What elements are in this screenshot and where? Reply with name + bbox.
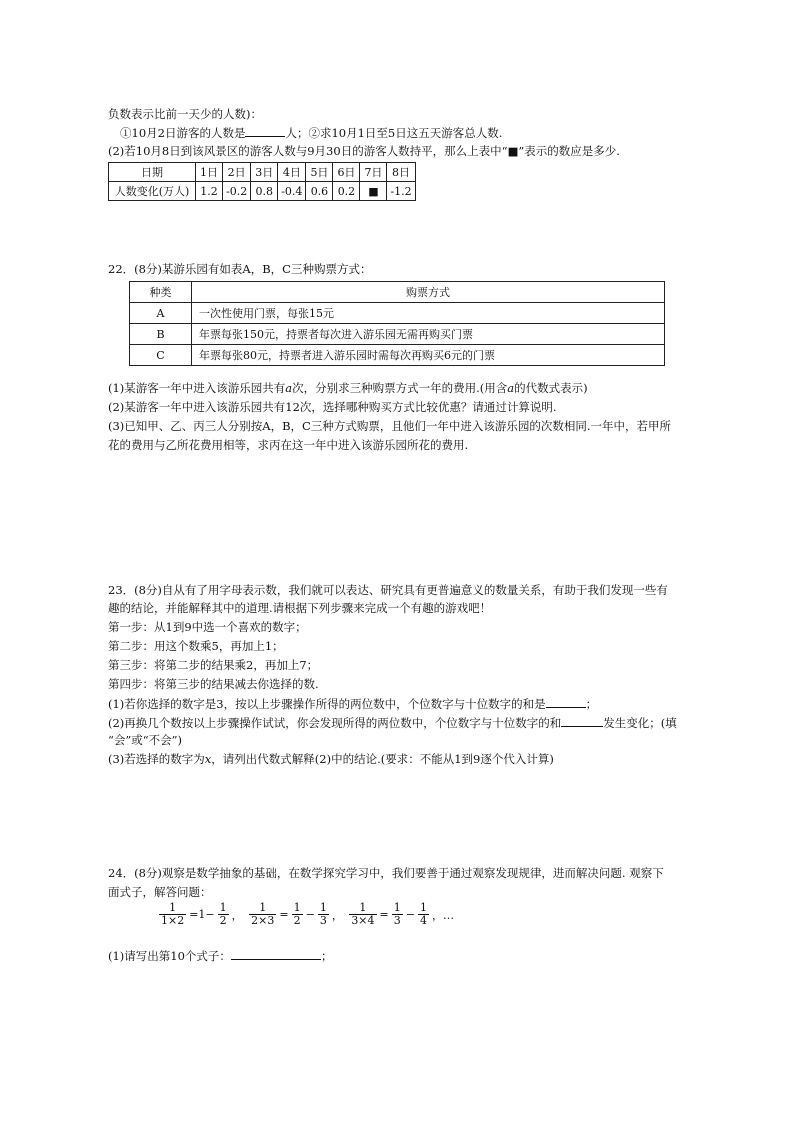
q23-part2-text-a: (2)再换几个数按以上步骤操作试试，你会发现所得的两位数中，个位数字与十位数字的和 (108, 716, 562, 730)
q22-table-header-row (130, 282, 665, 303)
q21-table (108, 162, 416, 201)
q23-part1-answer-blank[interactable] (546, 696, 586, 708)
q22-table (129, 281, 665, 366)
q23-step4: 第四步：将第三步的结果减去你选择的数. (108, 677, 319, 691)
q24-eq-operator: − (405, 908, 415, 921)
q24-fraction: $\frac{1}{4}$ (419, 901, 427, 927)
q21-table-cell: -1.2 (387, 182, 415, 201)
q22-table-cell: C (130, 345, 192, 366)
q21-table-data-row (109, 182, 416, 201)
q22-var-a-2: a (507, 381, 515, 395)
q23-step2: 第二步：用这个数乘5，再加上1； (108, 639, 284, 653)
q21-intro-tail: 负数表示比前一天少的人数)： (108, 107, 262, 121)
q24-intro-line2: 面式子，解答问题： (108, 885, 212, 899)
q22-table-cell: 一次性使用门票，每张15元 (192, 303, 665, 324)
q22-part1-text-c: 的代数式表示) (514, 381, 588, 395)
q24-fraction: $\frac{1}{3}$ (393, 901, 401, 927)
q24-fraction: $\frac{1}{1\times 2}$ (161, 901, 185, 927)
q21-table-cell: 0.2 (333, 182, 360, 201)
q24-eq-operator: = (279, 908, 289, 921)
q22-table-header-cell: 购票方式 (192, 282, 665, 303)
q21-part1-text-a: ①10月2日游客的人数是 (120, 126, 246, 140)
q21-table-cell: 0.6 (306, 182, 333, 201)
q22-table-cell: 年票每张150元，持票者每次进入游乐园无需再购买门票 (192, 324, 665, 345)
q24-equations (158, 902, 456, 927)
q22-table-row (130, 303, 665, 324)
q23-part2 (108, 715, 677, 731)
q22-part3-line2: 花的费用与乙所花费用相等，求丙在这一年中进入该游乐园所花的费用. (108, 438, 469, 452)
q24-separator: ， (231, 908, 243, 922)
q21-table-header-cell: 1日 (196, 163, 223, 182)
q24-eq-operator: =1− (189, 908, 215, 921)
q22-var-a: a (285, 381, 293, 395)
q21-table-cell: -0.4 (278, 182, 306, 201)
q23-part3-text-b: ，请列出代数式解释(2)中的结论.(要求：不能从1到9逐个代入计算) (211, 752, 554, 766)
q21-table-header-cell: 日期 (109, 163, 196, 182)
q21-part2: (2)若10月8日到该风景区的游客人数与9月30日的游客人数持平，那么上表中“■”表示的数应是多少. (108, 144, 620, 158)
q22-table-cell: B (130, 324, 192, 345)
q23-part2-text-b: 发生变化；(填 (603, 716, 677, 730)
q23-step3: 第三步：将第二步的结果乘2，再加上7； (108, 658, 319, 672)
q23-intro-line2: 趣的结论，并能解释其中的道理.请根据下列步骤来完成一个有趣的游戏吧！ (108, 601, 492, 615)
q21-table-header-cell: 6日 (333, 163, 360, 182)
q24-intro-line1: 24．(8分)观察是数学抽象的基础，在数学探究学习中，我们要善于通过观察发现规律，进而解决问题. 观察下 (108, 866, 664, 880)
q21-part1-text-b: 人；②求10月1日至5日这五天游客总人数. (285, 126, 503, 140)
q24-part1 (108, 948, 332, 964)
q22-part1-text-b: 次，分别求三种购票方式一年的费用.(用含 (292, 381, 508, 395)
q21-table-cell: 0.8 (251, 182, 278, 201)
q23-part3-text-a: (3)若选择的数字为 (108, 752, 205, 766)
q23-part1-text-a: (1)若你选择的数字是3，按以上步骤操作所得的两位数中，个位数字与十位数字的和是 (108, 697, 546, 711)
q24-separator: ， (331, 908, 343, 922)
q24-fraction: $\frac{1}{2}$ (219, 901, 227, 927)
q21-part1 (120, 125, 502, 141)
q24-eq-operator: = (379, 908, 389, 921)
q21-table-cell: 1.2 (196, 182, 223, 201)
q21-answer-blank[interactable] (245, 125, 285, 137)
q21-table-header-cell: 5日 (306, 163, 333, 182)
q21-table-header-cell: 4日 (278, 163, 306, 182)
q24-ellipsis: ，… (431, 908, 454, 922)
q22-part1 (108, 381, 588, 396)
q23-var-x: x (204, 752, 212, 766)
q23-part2-hint: “会”或“不会”) (108, 733, 183, 747)
q24-fraction: $\frac{1}{3}$ (319, 901, 327, 927)
q24-fraction: $\frac{1}{2\times 3}$ (251, 901, 275, 927)
q21-table-header-row (109, 163, 416, 182)
q21-table-header-cell: 7日 (360, 163, 387, 182)
q24-part1-answer-blank[interactable] (231, 948, 321, 960)
q23-step1: 第一步：从1到9中选一个喜欢的数字； (108, 620, 307, 634)
q21-table-header-cell: 8日 (387, 163, 415, 182)
q24-part1-text-a: (1)请写出第10个式子： (108, 949, 231, 963)
q23-intro-line1: 23．(8分)自从有了用字母表示数，我们就可以表达、研究具有更普遍意义的数量关系，有助于我们发现一些有 (108, 583, 668, 597)
q24-fraction: $\frac{1}{2}$ (293, 901, 301, 927)
q22-part1-text-a: (1)某游客一年中进入该游乐园共有 (108, 381, 286, 395)
q21-table-cell: -0.2 (223, 182, 251, 201)
q22-part2: (2)某游客一年中进入该游乐园共有12次，选择哪种购买方式比较优惠？请通过计算说明. (108, 400, 557, 414)
q21-table-header-cell: 3日 (251, 163, 278, 182)
q23-part3 (108, 752, 554, 767)
q22-title: 22．(8分)某游乐园有如表A，B，C三种购票方式： (108, 262, 372, 276)
q21-table-cell: ■ (360, 182, 387, 201)
q22-table-row (130, 324, 665, 345)
q24-fraction: $\frac{1}{3\times 4}$ (351, 901, 375, 927)
q22-table-cell: 年票每张80元，持票者进入游乐园时需每次再购买6元的门票 (192, 345, 665, 366)
q24-part1-text-b: ； (320, 949, 333, 963)
q23-part1-text-b: ； (585, 697, 598, 711)
q23-part2-answer-blank[interactable] (561, 715, 603, 727)
q23-part1 (108, 696, 597, 712)
q21-table-header-cell: 2日 (223, 163, 251, 182)
q24-eq-operator: − (305, 908, 315, 921)
q22-table-cell: A (130, 303, 192, 324)
q22-table-header-cell: 种类 (130, 282, 192, 303)
q22-table-row (130, 345, 665, 366)
q22-part3-line1: (3)已知甲、乙、丙三人分别按A，B，C三种方式购票，且他们一年中进入该游乐园的次数相同.一年中，若甲所 (108, 419, 671, 433)
q21-table-cell: 人数变化(万人) (109, 182, 196, 201)
